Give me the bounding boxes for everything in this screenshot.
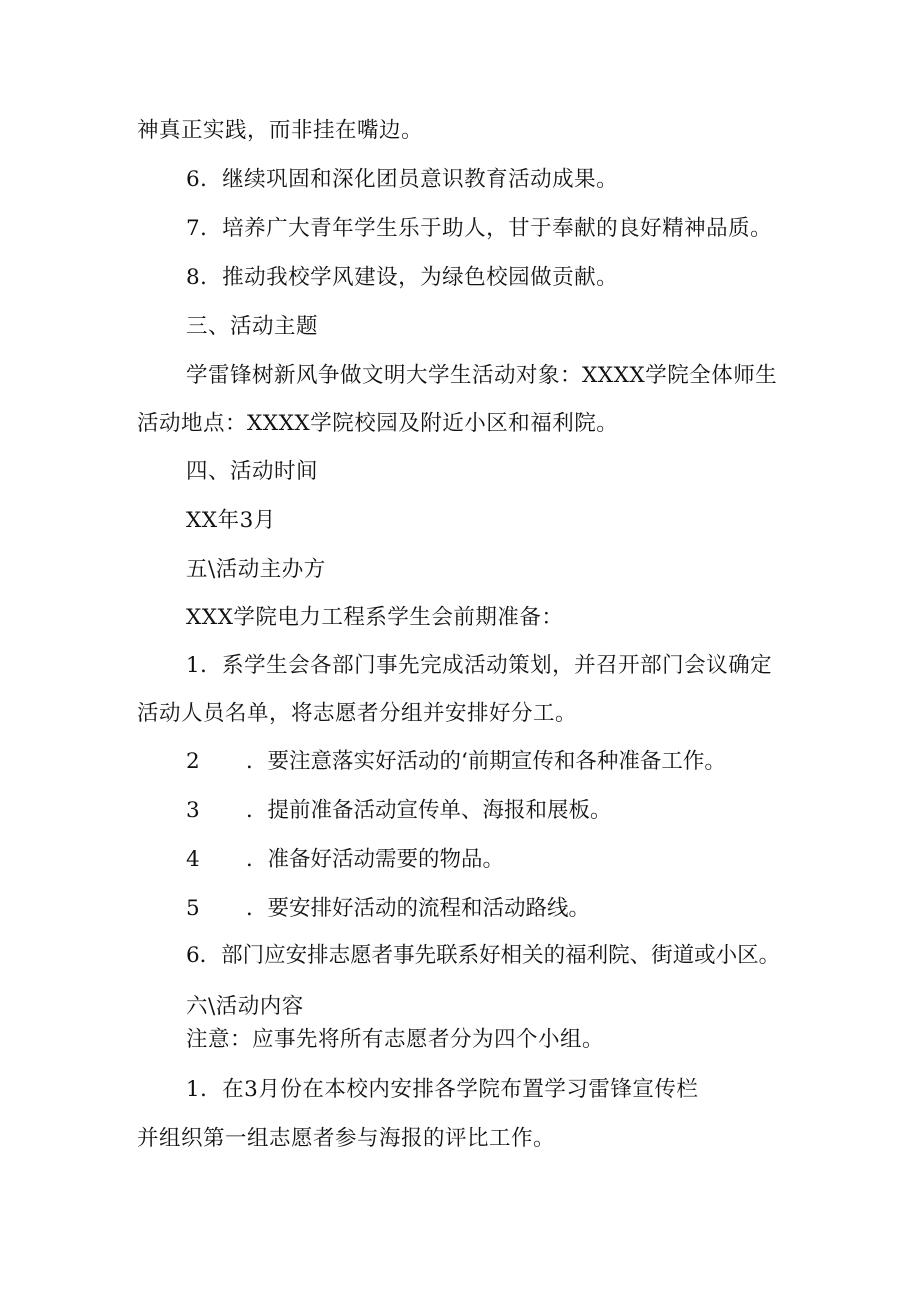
text-line: 活动地点：XXXX学院校园及附近小区和福利院。 — [137, 411, 619, 436]
list-item-text: ．准备好活动需要的物品。 — [246, 847, 505, 872]
list-item — [186, 796, 612, 826]
list-item — [186, 894, 590, 924]
text-line: 8．推动我校学风建设，为绿色校园做贡献。 — [186, 265, 619, 290]
list-item — [186, 747, 726, 777]
list-item-number: 3 — [186, 798, 200, 823]
text-line: 7．培养广大青年学生乐于助人，甘于奉献的良好精神品质。 — [186, 216, 773, 241]
section-heading: 五\活动主办方 — [186, 557, 326, 582]
section-heading: 四、活动时间 — [186, 459, 319, 484]
text-line: XXX学院电力工程系学生会前期准备： — [186, 605, 564, 630]
text-line: 6．部门应安排志愿者事先联系好相关的福利院、街道或小区。 — [186, 943, 781, 968]
text-line: 学雷锋树新风争做文明大学生活动对象：XXXX学院全体师生 — [186, 363, 778, 388]
text-line: 并组织第一组志愿者参与海报的评比工作。 — [137, 1126, 556, 1151]
text-line: 注意：应事先将所有志愿者分为四个小组。 — [186, 1027, 605, 1052]
section-heading: 三、活动主题 — [186, 314, 319, 339]
text-line: 活动人员名单，将志愿者分组并安排好分工。 — [137, 701, 578, 726]
list-item-number: 5 — [186, 896, 200, 921]
list-item — [186, 845, 504, 875]
list-item-number: 4 — [186, 847, 200, 872]
text-line: 6．继续巩固和深化团员意识教育活动成果。 — [186, 167, 619, 192]
list-item-text: ．要注意落实好活动的‘前期宣传和各种准备工作。 — [246, 749, 726, 774]
list-item-text: ．提前准备活动宣传单、海报和展板。 — [246, 798, 612, 823]
text-line: 1．系学生会各部门事先完成活动策划，并召开部门会议确定 — [186, 653, 773, 678]
text-line: 神真正实践，而非挂在嘴边。 — [137, 118, 424, 143]
list-item-number: 2 — [186, 749, 200, 774]
text-line: 1．在3月份在本校内安排各学院布置学习雷锋宣传栏 — [186, 1077, 699, 1102]
list-item-text: ．要安排好活动的流程和活动路线。 — [246, 896, 591, 921]
text-line: XX年3月 — [186, 508, 276, 533]
section-heading: 六\活动内容 — [186, 994, 304, 1019]
